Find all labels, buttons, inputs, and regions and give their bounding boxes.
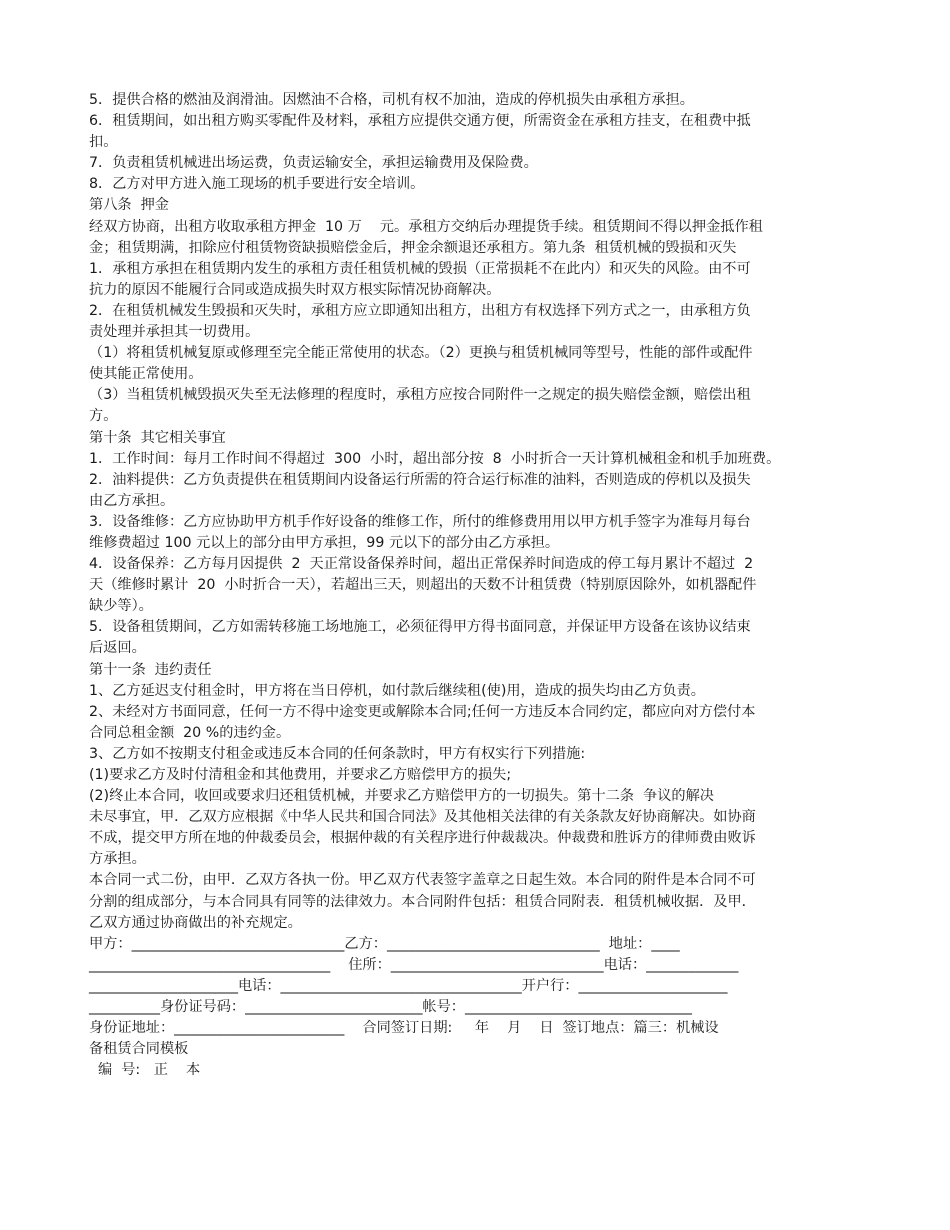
text-line: 1、乙方延迟支付租金时，甲方将在当日停机，如付款后继续租(使)用，造成的损失均由乙方负责。 bbox=[89, 682, 705, 699]
text-line: 7．负责租赁机械进出场运费，负责运输安全，承担运输费用及保险费。 bbox=[89, 155, 538, 172]
text-line: 后返回。 bbox=[89, 640, 146, 657]
section-heading: 第八条 押金 bbox=[89, 197, 169, 214]
text-line: 不成，提交甲方所在地的仲裁委员会，根据仲裁的有关程序进行仲裁裁决。仲裁费和胜诉方的律师费由败诉 bbox=[89, 830, 756, 847]
signature-field-line: 甲方：______________________________乙方：______________________________ 地址：____ bbox=[89, 935, 680, 952]
text-line: 抗力的原因不能履行合同或造成损失时双方根实际情况协商解决。 bbox=[89, 281, 501, 298]
text-line: 分割的组成部分，与本合同具有同等的法律效力。本合同附件包括：租赁合同附表．租赁机械收据．及甲． bbox=[89, 893, 756, 910]
text-line: 维修费超过 100 元以上的部分由甲方承担，99 元以下的部分由乙方承担。 bbox=[89, 534, 560, 551]
text-line: (2)终止本合同，收回或要求归还租赁机械，并要求乙方赔偿甲方的一切损失。第十二条 争议的解决 bbox=[89, 788, 714, 805]
section-heading: 第十一条 违约责任 bbox=[89, 661, 212, 678]
text-line: 扣。 bbox=[89, 134, 118, 151]
signature-field-line: 身份证地址：________________________ 合同签订日期: 年 月 日 签订地点：篇三：机械设 bbox=[89, 1020, 719, 1037]
text-line: 8．乙方对甲方进入施工现场的机手要进行安全培训。 bbox=[89, 176, 425, 193]
text-line: 2．油料提供：乙方负责提供在租赁期间内设备运行所需的符合运行标准的油料，否则造成的停机以及损失 bbox=[89, 471, 751, 488]
signature-field-line: __________身份证号码：_________________________帐号：________________________________ bbox=[89, 999, 692, 1016]
text-line: 经双方协商，出租方收取承租方押金 10 万 元。承租方交纳后办理提货手续。租赁期间不得以押金抵作租 bbox=[89, 218, 763, 235]
document-number-line: 编 号: 正 本 bbox=[89, 1062, 201, 1079]
section-heading: 第十条 其它相关事宜 bbox=[89, 429, 226, 446]
text-line: 由乙方承担。 bbox=[89, 492, 175, 509]
text-line: 未尽事宜，甲．乙双方应根据《中华人民共和国合同法》及其他相关法律的有关条款友好协商解决。如协商 bbox=[89, 809, 756, 826]
text-line: 3、乙方如不按期支付租金或违反本合同的任何条款时，甲方有权实行下列措施: bbox=[89, 745, 586, 762]
text-line: 责处理并承担其一切费用。 bbox=[89, 324, 260, 341]
text-line: 1．工作时间：每月工作时间不得超过 300 小时，超出部分按 8 小时折合一天计算机械租金和机手加班费。 bbox=[89, 450, 781, 467]
text-line: 合同总租金额 20 %的违约金。 bbox=[89, 724, 291, 741]
text-line: 方。 bbox=[89, 408, 118, 425]
text-line: 3．设备维修：乙方应协助甲方机手作好设备的维修工作，所付的维修费用用以甲方机手签字为准每月每台 bbox=[89, 513, 751, 530]
text-line: 4．设备保养：乙方每月因提供 2 天正常设备保养时间，超出正常保养时间造成的停工每月累计不超过 2 bbox=[89, 556, 754, 573]
text-line: 金；租赁期满，扣除应付租赁物资缺损赔偿金后，押金余额退还承租方。第九条 租赁机械的毁损和灭失 bbox=[89, 239, 737, 256]
text-line: 乙双方通过协商做出的补充规定。 bbox=[89, 914, 302, 931]
text-line: 备租赁合同模板 bbox=[89, 1041, 189, 1058]
text-line: 本合同一式二份，由甲．乙双方各执一份。甲乙双方代表签字盖章之日起生效。本合同的附件是本合同不可 bbox=[89, 872, 756, 889]
text-line: 1．承租方承担在租赁期内发生的承租方责任租赁机械的毁损（正常损耗不在此内）和灭失的风险。由不可 bbox=[89, 260, 751, 277]
text-line: 方承担。 bbox=[89, 851, 146, 868]
text-line: 6．租赁期间，如出租方购买零配件及材料，承租方应提供交通方便，所需资金在承租方挂支，在租费中抵 bbox=[89, 113, 751, 130]
text-line: （1）将租赁机械复原或修理至完全能正常使用的状态。（2）更换与租赁机械同等型号，性能的部件或配件 bbox=[89, 345, 753, 362]
signature-field-line: __________________________________ 住所：______________________________电话：_____________ bbox=[89, 956, 739, 973]
text-line: 缺少等）。 bbox=[89, 598, 153, 615]
text-line: 天（维修时累计 20 小时折合一天），若超出三天，则超出的天数不计租赁费（特别原因除外，如机器配件 bbox=[89, 577, 757, 594]
text-line: （3）当租赁机械毁损灭失至无法修理的程度时，承租方应按合同附件一之规定的损失赔偿金额，赔偿出租 bbox=[89, 387, 751, 404]
text-line: 2．在租赁机械发生毁损和灭失时，承租方应立即通知出租方，出租方有权选择下列方式之一，由承租方负 bbox=[89, 302, 751, 319]
signature-field-line: _____________________电话：__________________________________开户行：_____________________ bbox=[89, 977, 728, 994]
text-line: 5．提供合格的燃油及润滑油。因燃油不合格，司机有权不加油，造成的停机损失由承租方承担。 bbox=[89, 92, 694, 108]
text-line: 5．设备租赁期间，乙方如需转移施工场地施工，必须征得甲方得书面同意，并保证甲方设备在该协议结束 bbox=[89, 619, 751, 636]
text-line: 使其能正常使用。 bbox=[89, 366, 203, 383]
text-line: (1)要求乙方及时付清租金和其他费用，并要求乙方赔偿甲方的损失; bbox=[89, 767, 512, 783]
contract-document bbox=[89, 90, 864, 1081]
text-line: 2、未经对方书面同意，任何一方不得中途变更或解除本合同;任何一方违反本合同约定，都应向对方偿付本 bbox=[89, 703, 756, 720]
